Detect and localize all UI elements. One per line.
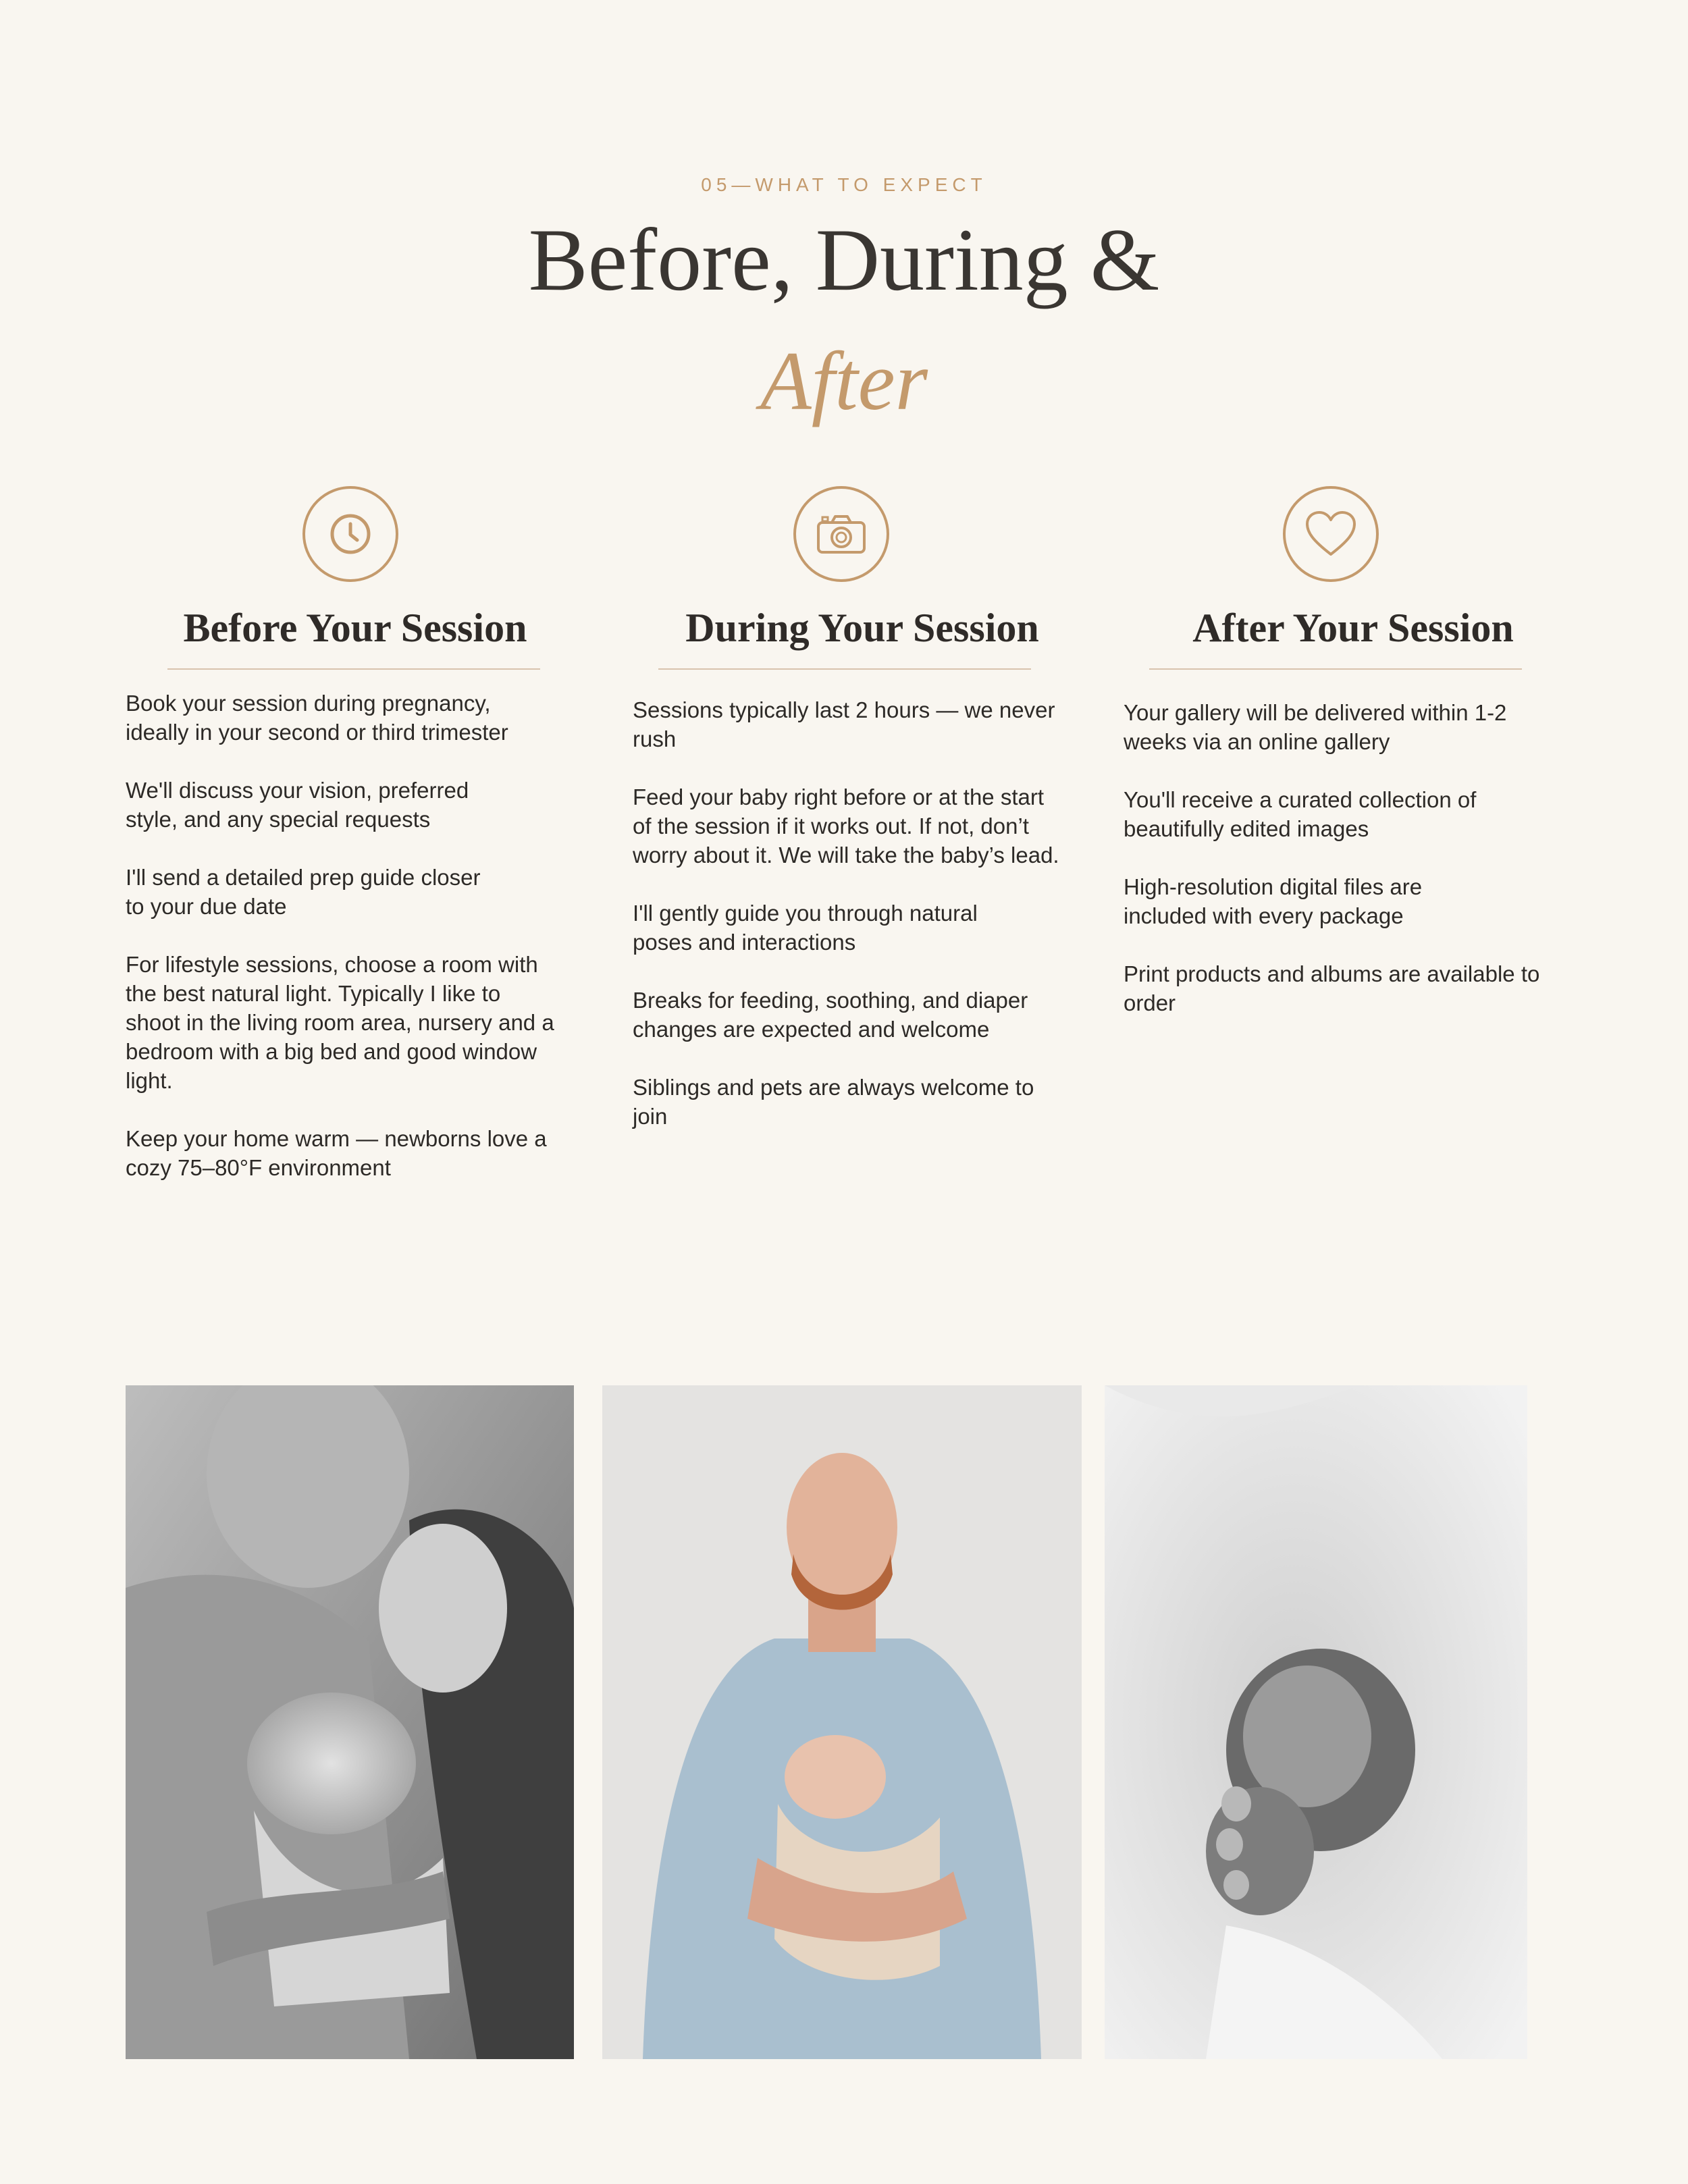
list-item: Sessions typically last 2 hours — we never rush <box>633 697 1055 751</box>
divider <box>1149 668 1522 670</box>
column-heading-during: During Your Session <box>685 606 1039 650</box>
before-list <box>126 689 585 1211</box>
heart-icon <box>1283 486 1379 582</box>
list-item: You'll receive a curated collection of beautifully edited images <box>1124 787 1477 841</box>
camera-icon <box>793 486 889 582</box>
during-list <box>633 695 1092 1160</box>
list-item: Siblings and pets are always welcome to join <box>633 1075 1034 1129</box>
list-item: For lifestyle sessions, choose a room with the best natural light. Typically I like to shoot in the living room area, nursery and a bedroom with a big bed and good window light. <box>126 952 554 1093</box>
list-item: I'll gently guide you through natural poses and interactions <box>633 901 978 955</box>
list-item: High-resolution digital files are included with every package <box>1124 874 1423 928</box>
page-title: Before, During & <box>528 210 1160 309</box>
list-item: Keep your home warm — newborns love a cozy 75–80°F environment <box>126 1126 547 1180</box>
list-item: We'll discuss your vision, preferred style, and any special requests <box>126 778 469 832</box>
photo-father-baby <box>602 1385 1082 2059</box>
column-heading-after: After Your Session <box>1192 606 1514 650</box>
photo-family-bw <box>126 1385 574 2059</box>
list-item: Book your session during pregnancy, ideally in your second or third trimester <box>126 691 508 745</box>
photo-baby-feet <box>1105 1385 1527 2059</box>
list-item: Feed your baby right before or at the start of the session if it works out. If not, don’t worry about it. We will take the baby’s lead. <box>633 784 1059 868</box>
clock-icon <box>302 486 398 582</box>
list-item: Breaks for feeding, soothing, and diaper changes are expected and welcome <box>633 988 1028 1042</box>
eyebrow-label: 05—WHAT TO EXPECT <box>701 174 987 195</box>
divider <box>658 668 1031 670</box>
page-title-accent: After <box>760 335 928 427</box>
column-heading-before: Before Your Session <box>183 606 527 650</box>
list-item: I'll send a detailed prep guide closer to your due date <box>126 865 481 919</box>
after-list <box>1124 698 1583 1046</box>
list-item: Your gallery will be delivered within 1-2 weeks via an online gallery <box>1124 700 1507 754</box>
divider <box>167 668 540 670</box>
list-item: Print products and albums are available to order <box>1124 961 1540 1015</box>
